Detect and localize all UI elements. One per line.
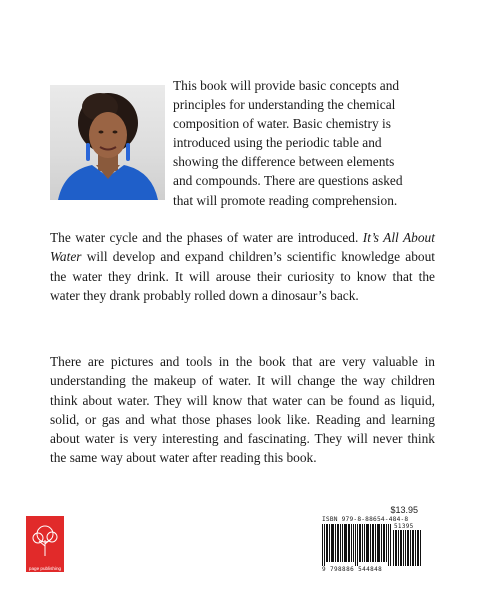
paragraph-water-cycle — [50, 228, 435, 305]
intro-line: introduced using the periodic table and — [173, 135, 382, 151]
intro-line: This book will provide basic concepts and — [173, 78, 400, 93]
ean-barcode-bars — [322, 524, 392, 566]
tree-icon — [26, 516, 64, 562]
paragraph-2-text: There are pictures and tools in the book that are very valuable in understanding the makeup of water. It will change the way children think about water. They will know that water can be found as liquid, solid, or gas and what those phases look like. Reading and learning about water is very interesting and fascinating. They will never think the same way about water after reading this book. — [50, 354, 435, 466]
paragraph-1-text: The water cycle and the phases of water are introduced. — [50, 230, 363, 245]
price-label: $13.95 — [390, 505, 418, 515]
isbn-barcode — [322, 516, 421, 574]
addon-barcode-bars — [393, 530, 421, 566]
addon-code: 51395 — [394, 523, 414, 530]
intro-text — [173, 76, 435, 210]
intro-line: showing the difference between elements — [173, 154, 395, 170]
author-photo — [50, 85, 165, 200]
paragraph-pictures-tools — [50, 352, 435, 468]
paragraph-1-text: will develop and expand children’s scientific knowledge about the water they drink. It will arouse their curiosity to know that the water they drank probably rolled down a dinosaur’s back. — [50, 249, 435, 303]
intro-line: composition of water. Basic chemistry is — [173, 116, 391, 132]
isbn-text: ISBN 979-8-88654-484-8 — [322, 516, 409, 523]
intro-line: principles for understanding the chemical — [173, 97, 396, 113]
intro-line: and compounds. There are questions asked — [173, 173, 403, 189]
publisher-logo — [26, 516, 64, 572]
intro-line: that will promote reading comprehension. — [173, 192, 398, 208]
publisher-logo-text: page publishing — [28, 566, 62, 571]
book-title: It’s All About Water — [50, 230, 435, 265]
ean-digits: 9 798886 544848 — [322, 566, 383, 573]
